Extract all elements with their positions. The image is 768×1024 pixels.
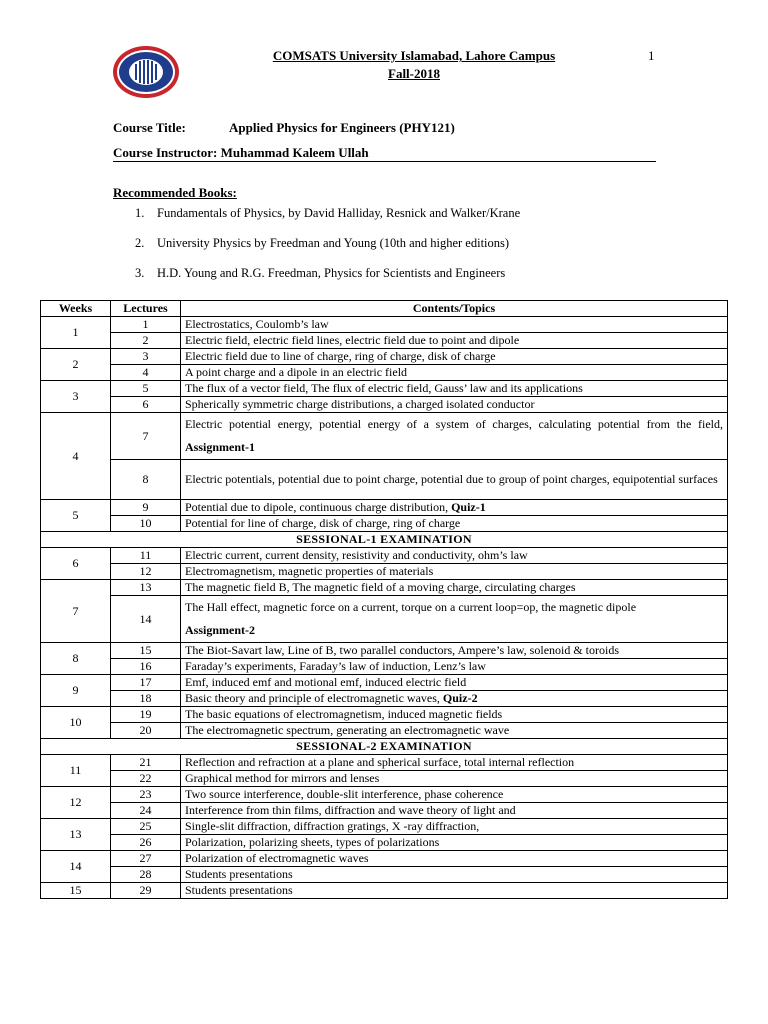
week-cell: 12 bbox=[41, 787, 111, 819]
lecture-cell: 14 bbox=[111, 596, 181, 643]
week-cell: 9 bbox=[41, 675, 111, 707]
table-row bbox=[41, 659, 728, 675]
topic-cell: Electromagnetism, magnetic properties of materials bbox=[181, 564, 728, 580]
table-row bbox=[41, 413, 728, 460]
header-lectures: Lectures bbox=[111, 301, 181, 317]
table-row bbox=[41, 787, 728, 803]
week-cell: 15 bbox=[41, 883, 111, 899]
lecture-cell: 23 bbox=[111, 787, 181, 803]
table-row bbox=[41, 500, 728, 516]
sessional-2-label: SESSIONAL-2 EXAMINATION bbox=[41, 739, 728, 755]
week-cell: 2 bbox=[41, 349, 111, 381]
assignment-tag: Assignment-1 bbox=[185, 440, 256, 454]
topic-cell: Electric current, current density, resistivity and conductivity, ohm’s law bbox=[181, 548, 728, 564]
topic-cell: Polarization of electromagnetic waves bbox=[181, 851, 728, 867]
lecture-cell: 1 bbox=[111, 317, 181, 333]
book-text: University Physics by Freedman and Young (10th and higher editions) bbox=[157, 236, 510, 250]
table-row bbox=[41, 723, 728, 739]
lecture-cell: 17 bbox=[111, 675, 181, 691]
header-weeks: Weeks bbox=[41, 301, 111, 317]
table-row bbox=[41, 333, 728, 349]
lecture-cell: 7 bbox=[111, 413, 181, 460]
sessional-row bbox=[41, 532, 728, 548]
books-heading: Recommended Books: bbox=[113, 185, 237, 200]
topic-cell: Reflection and refraction at a plane and spherical surface, total internal reflection bbox=[181, 755, 728, 771]
lecture-cell: 22 bbox=[111, 771, 181, 787]
lecture-cell: 27 bbox=[111, 851, 181, 867]
table-row bbox=[41, 548, 728, 564]
lecture-cell: 10 bbox=[111, 516, 181, 532]
topic-cell: Potential for line of charge, disk of charge, ring of charge bbox=[181, 516, 728, 532]
term-label: Fall-2018 bbox=[388, 66, 440, 81]
lecture-cell: 21 bbox=[111, 755, 181, 771]
topic-text: The Hall effect, magnetic force on a current, torque on a current loop=op, the magnetic dipole bbox=[185, 600, 637, 614]
table-row bbox=[41, 819, 728, 835]
lecture-cell: 25 bbox=[111, 819, 181, 835]
table-row bbox=[41, 381, 728, 397]
lecture-cell: 29 bbox=[111, 883, 181, 899]
lecture-cell: 26 bbox=[111, 835, 181, 851]
book-item bbox=[135, 204, 520, 234]
lecture-cell: 13 bbox=[111, 580, 181, 596]
table-row bbox=[41, 851, 728, 867]
sessional-row bbox=[41, 739, 728, 755]
week-cell: 5 bbox=[41, 500, 111, 532]
lecture-cell: 6 bbox=[111, 397, 181, 413]
lecture-cell: 8 bbox=[111, 460, 181, 500]
books-list bbox=[135, 204, 520, 294]
week-cell: 14 bbox=[41, 851, 111, 883]
schedule-table bbox=[40, 300, 728, 899]
lecture-cell: 18 bbox=[111, 691, 181, 707]
week-cell: 10 bbox=[41, 707, 111, 739]
topic-cell: Emf, induced emf and motional emf, induced electric field bbox=[181, 675, 728, 691]
table-row bbox=[41, 643, 728, 659]
book-number: 1. bbox=[135, 206, 145, 220]
lecture-cell: 3 bbox=[111, 349, 181, 365]
week-cell: 11 bbox=[41, 755, 111, 787]
lecture-cell: 15 bbox=[111, 643, 181, 659]
topic-text: Potential due to dipole, continuous charge distribution, bbox=[185, 500, 449, 514]
topic-cell: A point charge and a dipole in an electric field bbox=[181, 365, 728, 381]
topic-cell: Electric field, electric field lines, electric field due to point and dipole bbox=[181, 333, 728, 349]
lecture-cell: 5 bbox=[111, 381, 181, 397]
table-row bbox=[41, 317, 728, 333]
topic-cell: Spherically symmetric charge distributions, a charged isolated conductor bbox=[181, 397, 728, 413]
topic-cell: Electric potentials, potential due to point charge, potential due to group of point charges, equipotential surfaces bbox=[181, 460, 728, 500]
topic-cell: Students presentations bbox=[181, 867, 728, 883]
quiz-tag: Quiz-2 bbox=[442, 691, 478, 705]
quiz-tag: Quiz-1 bbox=[451, 500, 486, 514]
topic-cell: The magnetic field B, The magnetic field of a moving charge, circulating charges bbox=[181, 580, 728, 596]
week-cell: 6 bbox=[41, 548, 111, 580]
lecture-cell: 28 bbox=[111, 867, 181, 883]
topic-cell: The electromagnetic spectrum, generating an electromagnetic wave bbox=[181, 723, 728, 739]
topic-cell: Graphical method for mirrors and lenses bbox=[181, 771, 728, 787]
topic-cell: Interference from thin films, diffraction and wave theory of light and bbox=[181, 803, 728, 819]
book-text: H.D. Young and R.G. Freedman, Physics for Scientists and Engineers bbox=[157, 266, 506, 280]
table-row bbox=[41, 460, 728, 500]
lecture-cell: 12 bbox=[111, 564, 181, 580]
topic-cell bbox=[181, 596, 728, 643]
week-cell: 7 bbox=[41, 580, 111, 643]
lecture-cell: 11 bbox=[111, 548, 181, 564]
table-header-row bbox=[41, 301, 728, 317]
table-row bbox=[41, 835, 728, 851]
topic-cell bbox=[181, 691, 728, 707]
book-number: 3. bbox=[135, 266, 145, 280]
topic-cell: Polarization, polarizing sheets, types of polarizations bbox=[181, 835, 728, 851]
course-title-value: Applied Physics for Engineers (PHY121) bbox=[229, 120, 455, 135]
page-number: 1 bbox=[648, 48, 655, 63]
table-row bbox=[41, 707, 728, 723]
table-row bbox=[41, 675, 728, 691]
week-cell: 4 bbox=[41, 413, 111, 500]
sessional-1-label: SESSIONAL-1 EXAMINATION bbox=[41, 532, 728, 548]
topic-cell: The basic equations of electromagnetism, induced magnetic fields bbox=[181, 707, 728, 723]
week-cell: 1 bbox=[41, 317, 111, 349]
topic-cell: Faraday’s experiments, Faraday’s law of induction, Lenz’s law bbox=[181, 659, 728, 675]
lecture-cell: 4 bbox=[111, 365, 181, 381]
topic-cell: Two source interference, double-slit interference, phase coherence bbox=[181, 787, 728, 803]
table-row bbox=[41, 867, 728, 883]
week-cell: 3 bbox=[41, 381, 111, 413]
table-row bbox=[41, 803, 728, 819]
header-topics: Contents/Topics bbox=[181, 301, 728, 317]
topic-cell: The flux of a vector field, The flux of electric field, Gauss’ law and its applications bbox=[181, 381, 728, 397]
topic-cell: The Biot-Savart law, Line of B, two parallel conductors, Ampere’s law, solenoid & toroids bbox=[181, 643, 728, 659]
book-number: 2. bbox=[135, 236, 145, 250]
table-row bbox=[41, 691, 728, 707]
lecture-cell: 16 bbox=[111, 659, 181, 675]
topic-cell: Students presentations bbox=[181, 883, 728, 899]
course-title-label: Course Title: bbox=[113, 120, 186, 135]
lecture-cell: 9 bbox=[111, 500, 181, 516]
book-item bbox=[135, 264, 520, 294]
week-cell: 13 bbox=[41, 819, 111, 851]
topic-cell bbox=[181, 413, 728, 460]
table-row bbox=[41, 516, 728, 532]
table-row bbox=[41, 349, 728, 365]
table-row bbox=[41, 580, 728, 596]
university-name: COMSATS University Islamabad, Lahore Campus bbox=[272, 48, 556, 63]
table-row bbox=[41, 397, 728, 413]
table-row bbox=[41, 883, 728, 899]
table-row bbox=[41, 596, 728, 643]
course-instructor: Course Instructor: Muhammad Kaleem Ullah bbox=[113, 145, 369, 160]
book-item bbox=[135, 234, 520, 264]
topic-cell: Electric field due to line of charge, ring of charge, disk of charge bbox=[181, 349, 728, 365]
lecture-cell: 19 bbox=[111, 707, 181, 723]
table-row bbox=[41, 365, 728, 381]
lecture-cell: 2 bbox=[111, 333, 181, 349]
header-divider bbox=[113, 161, 656, 162]
assignment-tag: Assignment-2 bbox=[185, 623, 256, 637]
topic-cell: Electrostatics, Coulomb’s law bbox=[181, 317, 728, 333]
table-row bbox=[41, 771, 728, 787]
lecture-cell: 24 bbox=[111, 803, 181, 819]
topic-text: Basic theory and principle of electromagnetic waves, bbox=[185, 691, 440, 705]
topic-text: Electric potential energy, potential energy of a system of charges, calculating potential from the field, bbox=[185, 417, 723, 431]
week-cell: 8 bbox=[41, 643, 111, 675]
topic-cell: Single-slit diffraction, diffraction gratings, X -ray diffraction, bbox=[181, 819, 728, 835]
book-text: Fundamentals of Physics, by David Halliday, Resnick and Walker/Krane bbox=[157, 206, 521, 220]
topic-cell bbox=[181, 500, 728, 516]
lecture-cell: 20 bbox=[111, 723, 181, 739]
table-row bbox=[41, 755, 728, 771]
table-row bbox=[41, 564, 728, 580]
